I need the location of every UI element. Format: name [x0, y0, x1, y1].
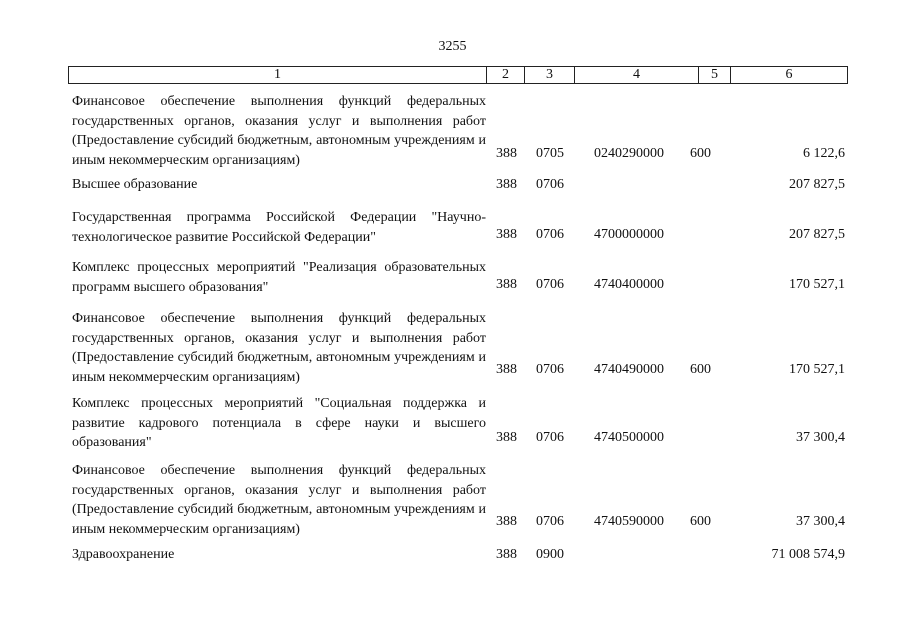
row-sum: 170 527,1	[789, 277, 845, 292]
row-gr: 388	[496, 514, 517, 529]
row-gr: 388	[496, 227, 517, 242]
row-name: Здравоохранение	[72, 547, 175, 562]
column-header-3: 3	[525, 67, 575, 84]
row-sum: 170 527,1	[789, 362, 845, 377]
column-header-6: 6	[731, 67, 848, 84]
row-name: Комплекс процессных мероприятий "Социальная поддержка и развитие кадрового потенциала в сфере науки и высшего образования"	[72, 396, 486, 450]
row-name: Финансовое обеспечение выполнения функций федеральных государственных органов, оказания услуг и выполнения работ (Предоставление субсидий бюджетным, автономным учреждениям и иным некоммерческим организациям)	[72, 463, 486, 537]
row-expense-type: 600	[690, 146, 711, 161]
column-header-4: 4	[575, 67, 699, 84]
column-header-5: 5	[699, 67, 731, 84]
row-gr: 388	[496, 146, 517, 161]
column-header-row	[68, 66, 848, 84]
row-section: 0705	[536, 146, 564, 161]
row-gr: 388	[496, 177, 517, 192]
row-target-code: 4740590000	[594, 514, 664, 529]
row-target-code: 4700000000	[594, 227, 664, 242]
row-name: Комплекс процессных мероприятий "Реализация образовательных программ высшего образования"	[72, 260, 486, 295]
row-gr: 388	[496, 277, 517, 292]
row-expense-type: 600	[690, 514, 711, 529]
row-section: 0706	[536, 177, 564, 192]
row-section: 0706	[536, 430, 564, 445]
row-gr: 388	[496, 547, 517, 562]
column-header-1: 1	[69, 67, 487, 84]
row-target-code: 4740400000	[594, 277, 664, 292]
row-name: Высшее образование	[72, 177, 198, 192]
row-sum: 207 827,5	[789, 177, 845, 192]
row-name: Финансовое обеспечение выполнения функций федеральных государственных органов, оказания услуг и выполнения работ (Предоставление субсидий бюджетным, автономным учреждениям и иным некоммерческим организациям)	[72, 311, 486, 385]
page-number: 3255	[438, 39, 467, 54]
row-section: 0706	[536, 227, 564, 242]
row-name: Финансовое обеспечение выполнения функций федеральных государственных органов, оказания услуг и выполнения работ (Предоставление субсидий бюджетным, автономным учреждениям и иным некоммерческим организациям)	[72, 94, 486, 168]
row-section: 0706	[536, 277, 564, 292]
row-sum: 6 122,6	[803, 146, 845, 161]
column-header-2: 2	[487, 67, 525, 84]
row-expense-type: 600	[690, 362, 711, 377]
row-sum: 37 300,4	[796, 430, 845, 445]
row-section: 0900	[536, 547, 564, 562]
row-target-code: 4740500000	[594, 430, 664, 445]
row-sum: 207 827,5	[789, 227, 845, 242]
row-section: 0706	[536, 362, 564, 377]
row-target-code: 4740490000	[594, 362, 664, 377]
row-gr: 388	[496, 430, 517, 445]
row-section: 0706	[536, 514, 564, 529]
row-target-code: 0240290000	[594, 146, 664, 161]
row-sum: 71 008 574,9	[771, 547, 845, 562]
row-name: Государственная программа Российской Федерации "Научно-технологическое развитие Российской Федерации"	[72, 210, 486, 245]
row-gr: 388	[496, 362, 517, 377]
row-sum: 37 300,4	[796, 514, 845, 529]
